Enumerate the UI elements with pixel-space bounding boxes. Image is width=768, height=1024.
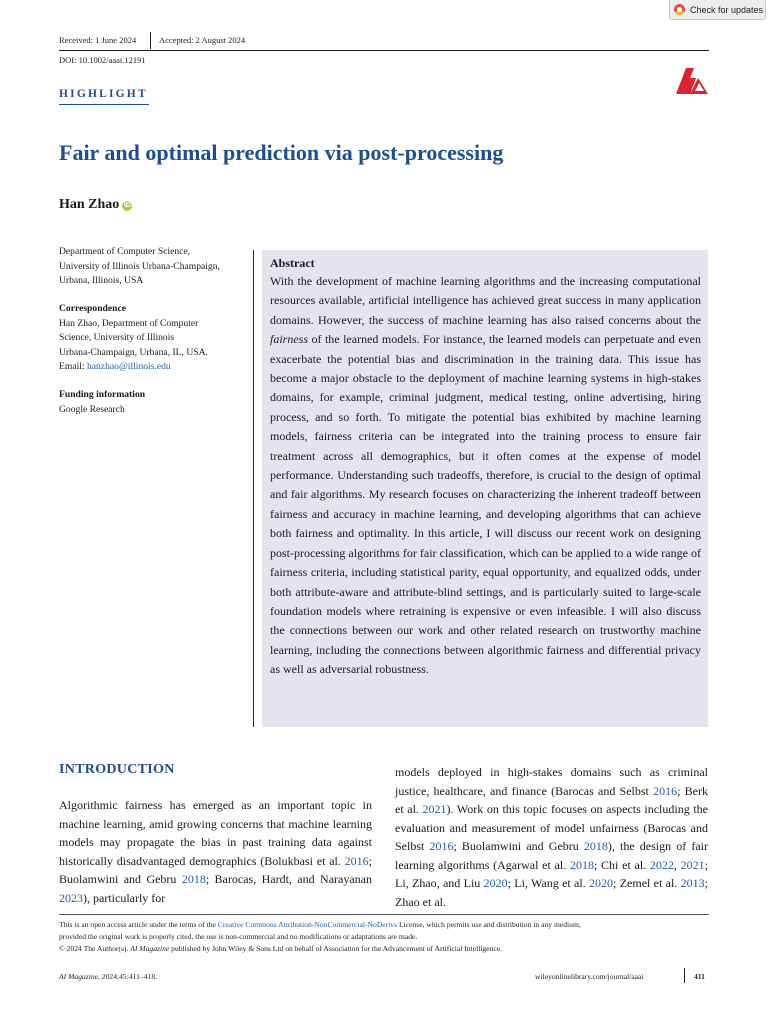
journal-volume: 2024;45:411–418. bbox=[99, 972, 158, 981]
doi: DOI: 10.1002/aaai.12191 bbox=[59, 55, 146, 65]
intro-text: ; Buolamwini and Gebru bbox=[453, 839, 584, 853]
affiliation bbox=[59, 245, 249, 289]
author-name-text: Han Zhao bbox=[59, 197, 120, 212]
intro-text: ; Zhao et al. bbox=[395, 876, 708, 909]
correspondence-line: Han Zhao, Department of Computer bbox=[59, 317, 199, 329]
funding bbox=[59, 388, 249, 417]
intro-text: Algorithmic fairness has emerged as an important topic in machine learning, amid growing concerns that machine learning models may propagate the bias in past training data against historically disadvantaged demographics (Bolukbasi et al. bbox=[59, 798, 372, 868]
correspondence-heading: Correspondence bbox=[59, 303, 126, 314]
copyright-text: published by John Wiley & Sons Ltd on behalf of Association for the Advancement of Artificial Intelligence. bbox=[169, 944, 503, 953]
correspondence-line: Urbana-Champaign, Urbana, IL, USA. bbox=[59, 346, 208, 358]
affiliation-line: University of Illinois Urbana-Champaign, bbox=[59, 260, 220, 272]
citation-year-link[interactable]: 2020 bbox=[483, 876, 508, 890]
intro-text: ; Chi et al. bbox=[593, 857, 650, 872]
accepted-date: Accepted: 2 August 2024 bbox=[159, 35, 246, 45]
abstract-text-part: With the development of machine learning algorithms and the increasing computational resources available, artificial intelligence has achieved great success in many application domains. However, the success of machine learning has also raised concerns about the bbox=[270, 274, 701, 327]
license-note bbox=[59, 919, 719, 955]
intro-text: ; Barocas, Hardt, and Narayanan bbox=[205, 872, 372, 886]
check-for-updates-label: Check for updates bbox=[690, 4, 764, 15]
intro-text: ; Buolamwini and Gebru bbox=[59, 853, 372, 886]
citation-year-link[interactable]: 2018 bbox=[583, 839, 608, 853]
orcid-icon[interactable]: iD bbox=[123, 202, 131, 209]
citation-year-link[interactable]: 2016 bbox=[344, 853, 369, 868]
citation-year-link[interactable]: 2021 bbox=[680, 857, 705, 872]
citation-year-link[interactable]: 2021 bbox=[422, 802, 447, 816]
author-name bbox=[59, 197, 132, 213]
section-heading-introduction: INTRODUCTION bbox=[59, 762, 175, 777]
affiliation-line: Department of Computer Science, bbox=[59, 246, 191, 257]
abstract-text bbox=[270, 272, 701, 680]
received-date: Received: 1 June 2024 bbox=[59, 35, 137, 45]
copyright-line bbox=[59, 943, 719, 955]
license-text: License, which permits use and distribution in any medium, bbox=[397, 920, 581, 929]
intro-text: ), the design of fair learning algorithms (Agarwal et al. bbox=[395, 839, 708, 872]
citation-year-link[interactable]: 2020 bbox=[589, 876, 614, 890]
citation-year-link[interactable]: 2013 bbox=[680, 876, 705, 890]
intro-text: ), particularly for bbox=[83, 890, 166, 905]
check-for-updates-button[interactable] bbox=[669, 0, 766, 20]
citation-year-link[interactable]: 2016 bbox=[653, 783, 678, 798]
aaai-logo-icon bbox=[674, 66, 710, 96]
intro-text: models deployed in high-stakes domains such as criminal justice, healthcare, and finance (Barocas and Selbst bbox=[395, 765, 708, 798]
article-type: HIGHLIGHT bbox=[59, 88, 148, 100]
citation-year-link[interactable]: 2018 bbox=[569, 857, 594, 872]
affiliation-line: Urbana, Illinois, USA bbox=[59, 275, 144, 286]
journal-name: AI Magazine. bbox=[59, 972, 100, 981]
page-number: 411 bbox=[694, 972, 705, 981]
intro-text: , bbox=[673, 857, 681, 872]
funding-text: Google Research bbox=[59, 403, 125, 415]
intro-left-column bbox=[59, 796, 372, 907]
intro-text: ; Zemel et al. bbox=[613, 876, 681, 890]
email-line bbox=[59, 360, 249, 375]
citation-year-link[interactable]: 2016 bbox=[429, 839, 454, 853]
copyright-journal: AI Magazine bbox=[130, 944, 170, 953]
license-line-2: provided the original work is properly cited, the use is non-commercial and no modifications or adaptations are made. bbox=[59, 932, 418, 941]
email-label: Email: bbox=[59, 361, 87, 372]
correspondence bbox=[59, 302, 249, 375]
license-line-1 bbox=[59, 919, 719, 931]
journal-url-link[interactable]: wileyonlinelibrary.com/journal/aaai bbox=[535, 972, 644, 981]
article-title: Fair and optimal prediction via post-processing bbox=[59, 140, 504, 165]
citation-year-link[interactable]: 2023 bbox=[59, 890, 83, 905]
license-link[interactable]: Creative Commons Attribution-NonCommercial-NoDerivs bbox=[217, 920, 398, 929]
intro-text: ; Li, Wang et al. bbox=[507, 876, 590, 890]
abstract-italic: fairness bbox=[270, 332, 309, 347]
crossmark-icon bbox=[674, 4, 685, 15]
correspondence-line: Science, University of Illinois bbox=[59, 332, 175, 343]
email-link[interactable]: hanzhao@illinois.edu bbox=[86, 361, 171, 372]
footnote-rule bbox=[59, 914, 709, 915]
intro-text: ; Li, Zhao, and Liu bbox=[395, 857, 709, 890]
intro-text: ). Work on this topic focuses on aspects including the evaluation and measurement of model unfairness (Barocas and Selbst bbox=[395, 802, 708, 853]
abstract-text-part: of the learned models. For instance, the learned models can perpetuate and even exacerbate the potential bias and discrimination in the training data. This issue has become a major obstacle to the deployment of machine learning systems in high-stakes domains, for example, criminal judgment, medical testing, online advertising, hiring process, and so forth. To mitigate the potential bias exhibited by machine learning models, fairness criteria can be integrated into the training process to ensure fair treatment across all demographics, but it often comes at the expense of model performance. Understanding such tradeoffs, therefore, is crucial to the design of optimal and fair algorithms. My research focuses on characterizing the inherent tradeoff between fairness and accuracy in machine learning, and developing algorithms that can achieve both fairness and optimality. In this article, I will discuss our recent work on designing post-processing algorithms for fair classification, which can be applied to a wide range of fairness criteria, including statistical parity, equal opportunity, and equalized odds, under both attribute-aware and attribute-blind settings, and is particularly suited to large-scale foundation models where retraining is expensive or even infeasible. I will also discuss the connections between our work and other related research on trustworthy machine learning, including the connections between algorithmic fairness and differential privacy as well as adversarial robustness. bbox=[270, 332, 701, 677]
journal-citation bbox=[59, 971, 157, 983]
intro-text: ; Berk et al. bbox=[395, 783, 708, 816]
header-rule bbox=[59, 50, 709, 51]
citation-year-link[interactable]: 2018 bbox=[181, 872, 206, 886]
abstract-box bbox=[262, 250, 708, 727]
funding-heading: Funding information bbox=[59, 389, 146, 400]
license-text: This is an open access article under the terms of the bbox=[59, 920, 218, 929]
citation-year-link[interactable]: 2022 bbox=[649, 857, 674, 872]
footer-divider bbox=[684, 968, 685, 983]
header-divider bbox=[150, 32, 151, 49]
abstract-heading: Abstract bbox=[270, 256, 315, 270]
intro-right-column bbox=[395, 763, 708, 911]
article-type-underline bbox=[59, 104, 149, 105]
copyright-text: © 2024 The Author(s). bbox=[59, 944, 131, 953]
abstract-divider bbox=[253, 250, 254, 727]
